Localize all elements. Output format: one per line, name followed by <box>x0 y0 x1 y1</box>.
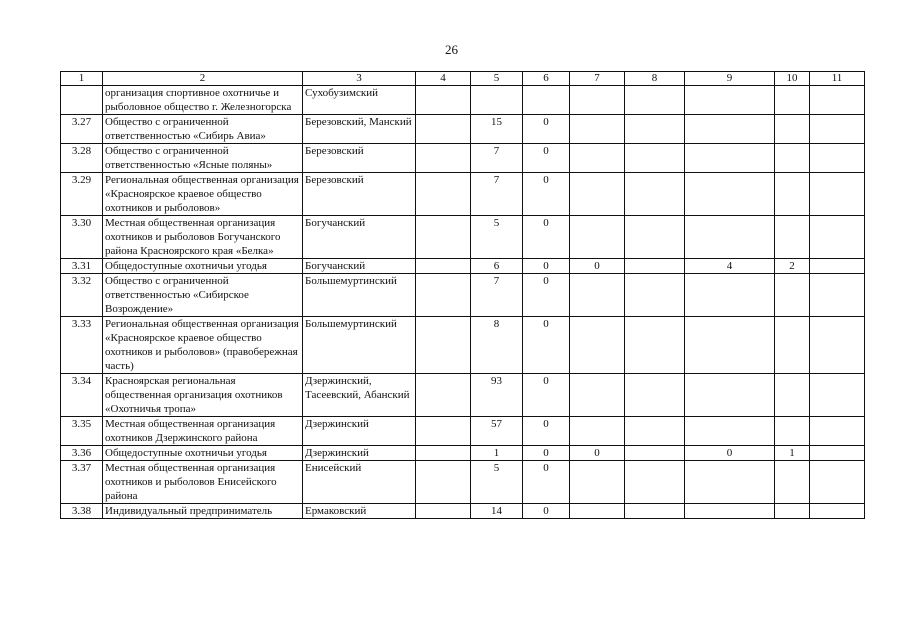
table-row <box>61 417 865 446</box>
col-5-cell: 7 <box>471 173 523 216</box>
col-6-cell: 0 <box>523 446 570 461</box>
organization-name-cell: Индивидуальный предприниматель <box>103 504 303 519</box>
table-row <box>61 461 865 504</box>
col-10-cell <box>775 144 810 173</box>
organization-name-cell: Местная общественная организация охотников и рыболовов Богучанского района Красноярского края «Белка» <box>103 216 303 259</box>
col-11-cell <box>810 86 865 115</box>
col-9-cell: 4 <box>685 259 775 274</box>
col-11-cell <box>810 461 865 504</box>
col-6-cell: 0 <box>523 259 570 274</box>
col-6-cell: 0 <box>523 144 570 173</box>
col-8-cell <box>625 461 685 504</box>
col-4-cell <box>416 374 471 417</box>
col-6-cell: 0 <box>523 115 570 144</box>
col-10-cell <box>775 173 810 216</box>
col-8-cell <box>625 173 685 216</box>
col-7-cell: 0 <box>570 446 625 461</box>
col-5-cell: 14 <box>471 504 523 519</box>
row-number-cell: 3.28 <box>61 144 103 173</box>
column-header-7: 7 <box>570 72 625 86</box>
col-10-cell <box>775 461 810 504</box>
col-6-cell: 0 <box>523 216 570 259</box>
col-8-cell <box>625 417 685 446</box>
col-9-cell <box>685 86 775 115</box>
column-header-4: 4 <box>416 72 471 86</box>
col-6-cell: 0 <box>523 274 570 317</box>
organization-name-cell: Региональная общественная организация «Красноярское краевое общество охотников и рыболовов» <box>103 173 303 216</box>
district-cell: Дзержинский, Тасеевский, Абанский <box>303 374 416 417</box>
district-cell: Богучанский <box>303 216 416 259</box>
col-6-cell: 0 <box>523 317 570 374</box>
table-row <box>61 274 865 317</box>
table-row <box>61 259 865 274</box>
col-7-cell <box>570 274 625 317</box>
column-header-8: 8 <box>625 72 685 86</box>
district-cell: Большемуртинский <box>303 274 416 317</box>
col-10-cell <box>775 504 810 519</box>
organization-name-cell: Местная общественная организация охотников и рыболовов Енисейского района <box>103 461 303 504</box>
district-cell: Березовский <box>303 144 416 173</box>
col-11-cell <box>810 144 865 173</box>
col-7-cell <box>570 144 625 173</box>
col-9-cell <box>685 374 775 417</box>
col-4-cell <box>416 461 471 504</box>
column-header-10: 10 <box>775 72 810 86</box>
col-11-cell <box>810 374 865 417</box>
organization-name-cell: Общество с ограниченной ответственностью «Ясные поляны» <box>103 144 303 173</box>
col-4-cell <box>416 86 471 115</box>
col-5-cell: 5 <box>471 461 523 504</box>
table-row <box>61 216 865 259</box>
col-7-cell <box>570 216 625 259</box>
col-7-cell <box>570 86 625 115</box>
table-row <box>61 317 865 374</box>
col-8-cell <box>625 274 685 317</box>
organization-name-cell: Общедоступные охотничьи угодья <box>103 259 303 274</box>
col-7-cell <box>570 317 625 374</box>
col-4-cell <box>416 216 471 259</box>
col-7-cell <box>570 115 625 144</box>
col-4-cell <box>416 259 471 274</box>
data-table <box>60 71 865 519</box>
col-8-cell <box>625 259 685 274</box>
col-9-cell <box>685 461 775 504</box>
col-11-cell <box>810 274 865 317</box>
table-row <box>61 86 865 115</box>
row-number-cell: 3.29 <box>61 173 103 216</box>
organization-name-cell: организация спортивное охотничье и рыболовное общество г. Железногорска <box>103 86 303 115</box>
row-number-cell: 3.36 <box>61 446 103 461</box>
col-10-cell <box>775 317 810 374</box>
col-8-cell <box>625 374 685 417</box>
col-6-cell: 0 <box>523 374 570 417</box>
col-5-cell: 15 <box>471 115 523 144</box>
col-8-cell <box>625 446 685 461</box>
col-10-cell <box>775 274 810 317</box>
col-5-cell: 1 <box>471 446 523 461</box>
col-11-cell <box>810 417 865 446</box>
col-9-cell <box>685 274 775 317</box>
row-number-cell: 3.32 <box>61 274 103 317</box>
col-4-cell <box>416 504 471 519</box>
column-header-2: 2 <box>103 72 303 86</box>
column-header-1: 1 <box>61 72 103 86</box>
col-5-cell <box>471 86 523 115</box>
row-number-cell: 3.34 <box>61 374 103 417</box>
organization-name-cell: Общество с ограниченной ответственностью «Сибирь Авиа» <box>103 115 303 144</box>
col-7-cell: 0 <box>570 259 625 274</box>
col-4-cell <box>416 274 471 317</box>
col-5-cell: 8 <box>471 317 523 374</box>
col-5-cell: 93 <box>471 374 523 417</box>
col-10-cell <box>775 115 810 144</box>
col-10-cell: 1 <box>775 446 810 461</box>
col-8-cell <box>625 86 685 115</box>
col-6-cell: 0 <box>523 173 570 216</box>
table-row <box>61 115 865 144</box>
col-9-cell: 0 <box>685 446 775 461</box>
column-header-6: 6 <box>523 72 570 86</box>
col-4-cell <box>416 446 471 461</box>
district-cell: Сухобузимский <box>303 86 416 115</box>
row-number-cell: 3.37 <box>61 461 103 504</box>
col-9-cell <box>685 504 775 519</box>
district-cell: Березовский, Манский <box>303 115 416 144</box>
col-4-cell <box>416 173 471 216</box>
col-8-cell <box>625 504 685 519</box>
row-number-cell: 3.27 <box>61 115 103 144</box>
col-5-cell: 5 <box>471 216 523 259</box>
col-7-cell <box>570 417 625 446</box>
row-number-cell: 3.33 <box>61 317 103 374</box>
col-7-cell <box>570 374 625 417</box>
col-8-cell <box>625 144 685 173</box>
col-8-cell <box>625 216 685 259</box>
district-cell: Ермаковский <box>303 504 416 519</box>
col-4-cell <box>416 115 471 144</box>
table-body <box>61 86 865 519</box>
col-5-cell: 7 <box>471 144 523 173</box>
organization-name-cell: Общедоступные охотничьи угодья <box>103 446 303 461</box>
table-row <box>61 446 865 461</box>
col-10-cell <box>775 86 810 115</box>
row-number-cell: 3.31 <box>61 259 103 274</box>
col-5-cell: 57 <box>471 417 523 446</box>
table-row <box>61 374 865 417</box>
row-number-cell <box>61 86 103 115</box>
col-6-cell: 0 <box>523 504 570 519</box>
col-7-cell <box>570 173 625 216</box>
col-11-cell <box>810 173 865 216</box>
header-row <box>61 72 865 86</box>
col-9-cell <box>685 144 775 173</box>
row-number-cell: 3.38 <box>61 504 103 519</box>
col-9-cell <box>685 417 775 446</box>
organization-name-cell: Местная общественная организация охотников Дзержинского района <box>103 417 303 446</box>
table-row <box>61 173 865 216</box>
col-4-cell <box>416 317 471 374</box>
column-header-11: 11 <box>810 72 865 86</box>
column-header-3: 3 <box>303 72 416 86</box>
organization-name-cell: Красноярская региональная общественная организация охотников «Охотничья тропа» <box>103 374 303 417</box>
col-7-cell <box>570 504 625 519</box>
col-10-cell <box>775 374 810 417</box>
col-6-cell <box>523 86 570 115</box>
col-11-cell <box>810 115 865 144</box>
district-cell: Енисейский <box>303 461 416 504</box>
col-11-cell <box>810 504 865 519</box>
organization-name-cell: Общество с ограниченной ответственностью «Сибирское Возрождение» <box>103 274 303 317</box>
col-10-cell: 2 <box>775 259 810 274</box>
col-6-cell: 0 <box>523 417 570 446</box>
col-11-cell <box>810 259 865 274</box>
district-cell: Дзержинский <box>303 417 416 446</box>
col-11-cell <box>810 446 865 461</box>
table-row <box>61 504 865 519</box>
district-cell: Березовский <box>303 173 416 216</box>
col-4-cell <box>416 144 471 173</box>
row-number-cell: 3.35 <box>61 417 103 446</box>
district-cell: Дзержинский <box>303 446 416 461</box>
col-5-cell: 7 <box>471 274 523 317</box>
col-11-cell <box>810 317 865 374</box>
col-6-cell: 0 <box>523 461 570 504</box>
col-9-cell <box>685 216 775 259</box>
row-number-cell: 3.30 <box>61 216 103 259</box>
col-11-cell <box>810 216 865 259</box>
col-5-cell: 6 <box>471 259 523 274</box>
column-header-5: 5 <box>471 72 523 86</box>
column-header-9: 9 <box>685 72 775 86</box>
col-10-cell <box>775 216 810 259</box>
col-4-cell <box>416 417 471 446</box>
col-10-cell <box>775 417 810 446</box>
page-number: 26 <box>445 42 458 57</box>
col-9-cell <box>685 173 775 216</box>
col-9-cell <box>685 115 775 144</box>
organization-name-cell: Региональная общественная организация «Красноярское краевое общество охотников и рыболовов» (правобережная часть) <box>103 317 303 374</box>
district-cell: Богучанский <box>303 259 416 274</box>
col-8-cell <box>625 317 685 374</box>
district-cell: Большемуртинский <box>303 317 416 374</box>
col-9-cell <box>685 317 775 374</box>
table-row <box>61 144 865 173</box>
col-8-cell <box>625 115 685 144</box>
col-7-cell <box>570 461 625 504</box>
